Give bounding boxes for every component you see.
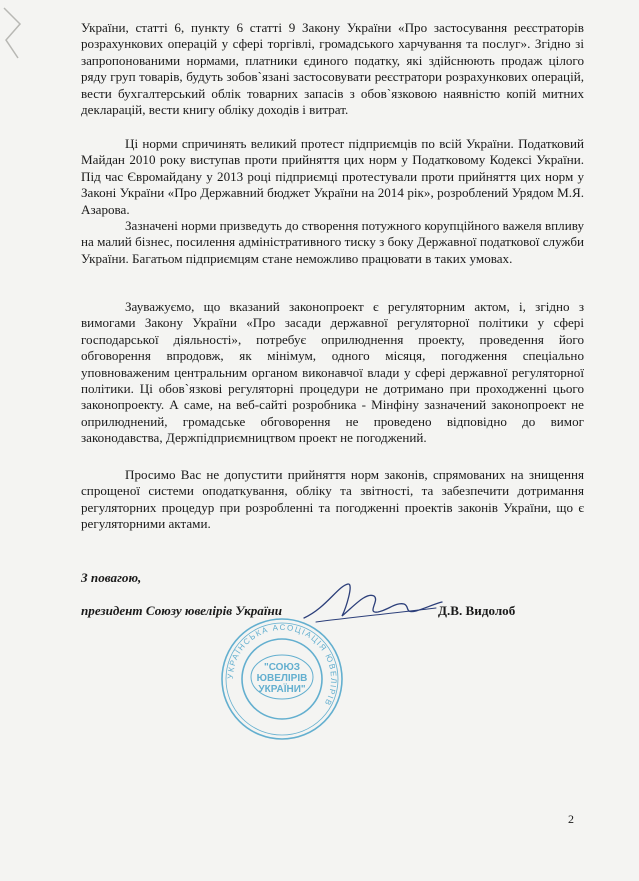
stamp-line-3: УКРАЇНИ" (258, 684, 306, 695)
signatory-name: Д.В. Видолоб (438, 603, 516, 618)
stamp-line-1: "СОЮЗ (263, 662, 301, 673)
page-number: 2 (568, 812, 574, 826)
paragraph-2: Ці норми спричинять великий протест підприємців по всій України. Податковий Майдан 2010 року виступав проти прийняття цих норм у Податковому Кодексі України. Під час Євромайдану у 2013 році підприємці протестували проти прийняття цих норм у Законі України «Про Державний бюджет України на 2014 рік», розроблений Урядом М.Я. Азарова. (81, 136, 584, 217)
paragraph-4: Зауважуємо, що вказаний законопроект є регуляторним актом, і, згідно з вимогами Закону України «Про засади державної регуляторної політики у сфері господарської діяльності», потребує оприлюднення проекту, проведення його обговорення впродовж, як мінімум, одного місяця, погодження спеціально уповноваженим центральним органом виконавчої влади у сфері державної регуляторної політики. Ці обов`язкові регуляторні процедури не дотримано при проходженні цього законопроекту. А саме, на веб-сайті розробника - Мінфіну зазначений законопроект не оприлюднений, громадське обговорення не проведено відповідно до вимог законодавства, Держпідприємництвом проект не погоджений. (81, 299, 584, 446)
paragraph-5: Просимо Вас не допустити прийняття норм законів, спрямованих на знищення спрощеної системи оподаткування, обліку та звітності, та забезпечити дотримання регуляторних процедур при розробленні та погодженні проектів законів України, що є регуляторними актами. (81, 467, 584, 532)
signatory-title: президент Союзу ювелірів України (81, 603, 283, 618)
stamp-ring-text: УКРАЇНСЬКА АСОЦІАЦІЯ ЮВЕЛІРІВ (225, 622, 339, 708)
organization-stamp (218, 615, 346, 743)
closing-salutation: З повагою, (81, 570, 142, 585)
paragraph-3: Зазначені норми призведуть до створення потужного корупційного важеля впливу на малий бізнес, посилення адміністративного тиску з боку Державної податкової служби України. Багатьом підприємцям стане неможливо працювати в таких умовах. (81, 218, 584, 266)
scan-corner-mark (0, 0, 28, 70)
stamp-line-2: ЮВЕЛІРІВ (256, 673, 308, 684)
paragraph-1: України, статті 6, пункту 6 статті 9 Закону України «Про застосування реєстраторів розрахункових операцій у сфері торгівлі, громадського харчування та послуг». Згідно зі запропонованими нормами, платники єдиного податку, які здійснюють продаж цілого ряду груп товарів, будуть зобов`язані застосовувати реєстратори розрахункових операцій, вести бухгалтерський облік товарних запасів з обов`язковою наявністю копій митних декларацій, вести книгу обліку доходів і витрат. (81, 20, 584, 118)
